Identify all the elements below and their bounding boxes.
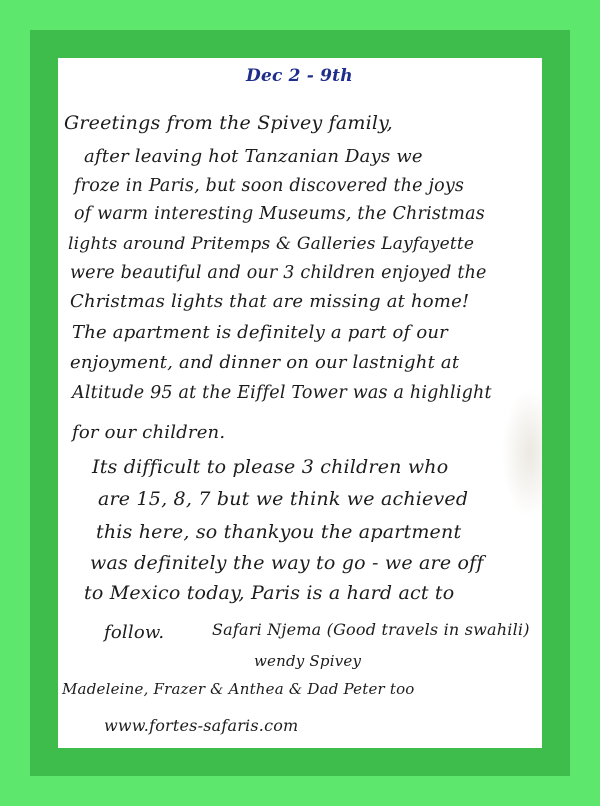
note-signature: wendy Spivey [254,652,362,670]
note-line-14: this here, so thankyou the apartment [96,521,462,543]
note-line-1: Greetings from the Spivey family, [64,112,393,134]
note-line-7: Christmas lights that are missing at home! [70,291,470,312]
note-family-names: Madeleine, Frazer & Anthea & Dad Peter too [62,680,415,698]
note-line-15: was definitely the way to go - we are off [90,552,484,574]
note-line-16: to Mexico today, Paris is a hard act to [84,582,455,604]
note-line-11: for our children. [72,422,226,443]
guestbook-page [58,58,542,748]
note-date: Dec 2 - 9th [246,66,353,86]
note-website: www.fortes-safaris.com [104,716,299,735]
note-signoff: Safari Njema (Good travels in swahili) [212,620,530,639]
note-line-3: froze in Paris, but soon discovered the joys [74,176,465,196]
note-line-10: Altitude 95 at the Eiffel Tower was a highlight [72,383,492,403]
note-line-9: enjoyment, and dinner on our lastnight at [70,352,460,373]
note-line-4: of warm interesting Museums, the Christmas [74,204,485,224]
note-line-2: after leaving hot Tanzanian Days we [84,146,423,167]
note-line-12: Its difficult to please 3 children who [92,456,449,478]
note-line-8: The apartment is definitely a part of our [72,322,448,343]
note-line-17: follow. [104,622,165,643]
note-line-5: lights around Pritemps & Galleries Layfayette [68,234,475,254]
note-line-6: were beautiful and our 3 children enjoyed the [70,263,487,283]
paper-stain [502,388,542,518]
note-line-13: are 15, 8, 7 but we think we achieved [98,488,469,510]
